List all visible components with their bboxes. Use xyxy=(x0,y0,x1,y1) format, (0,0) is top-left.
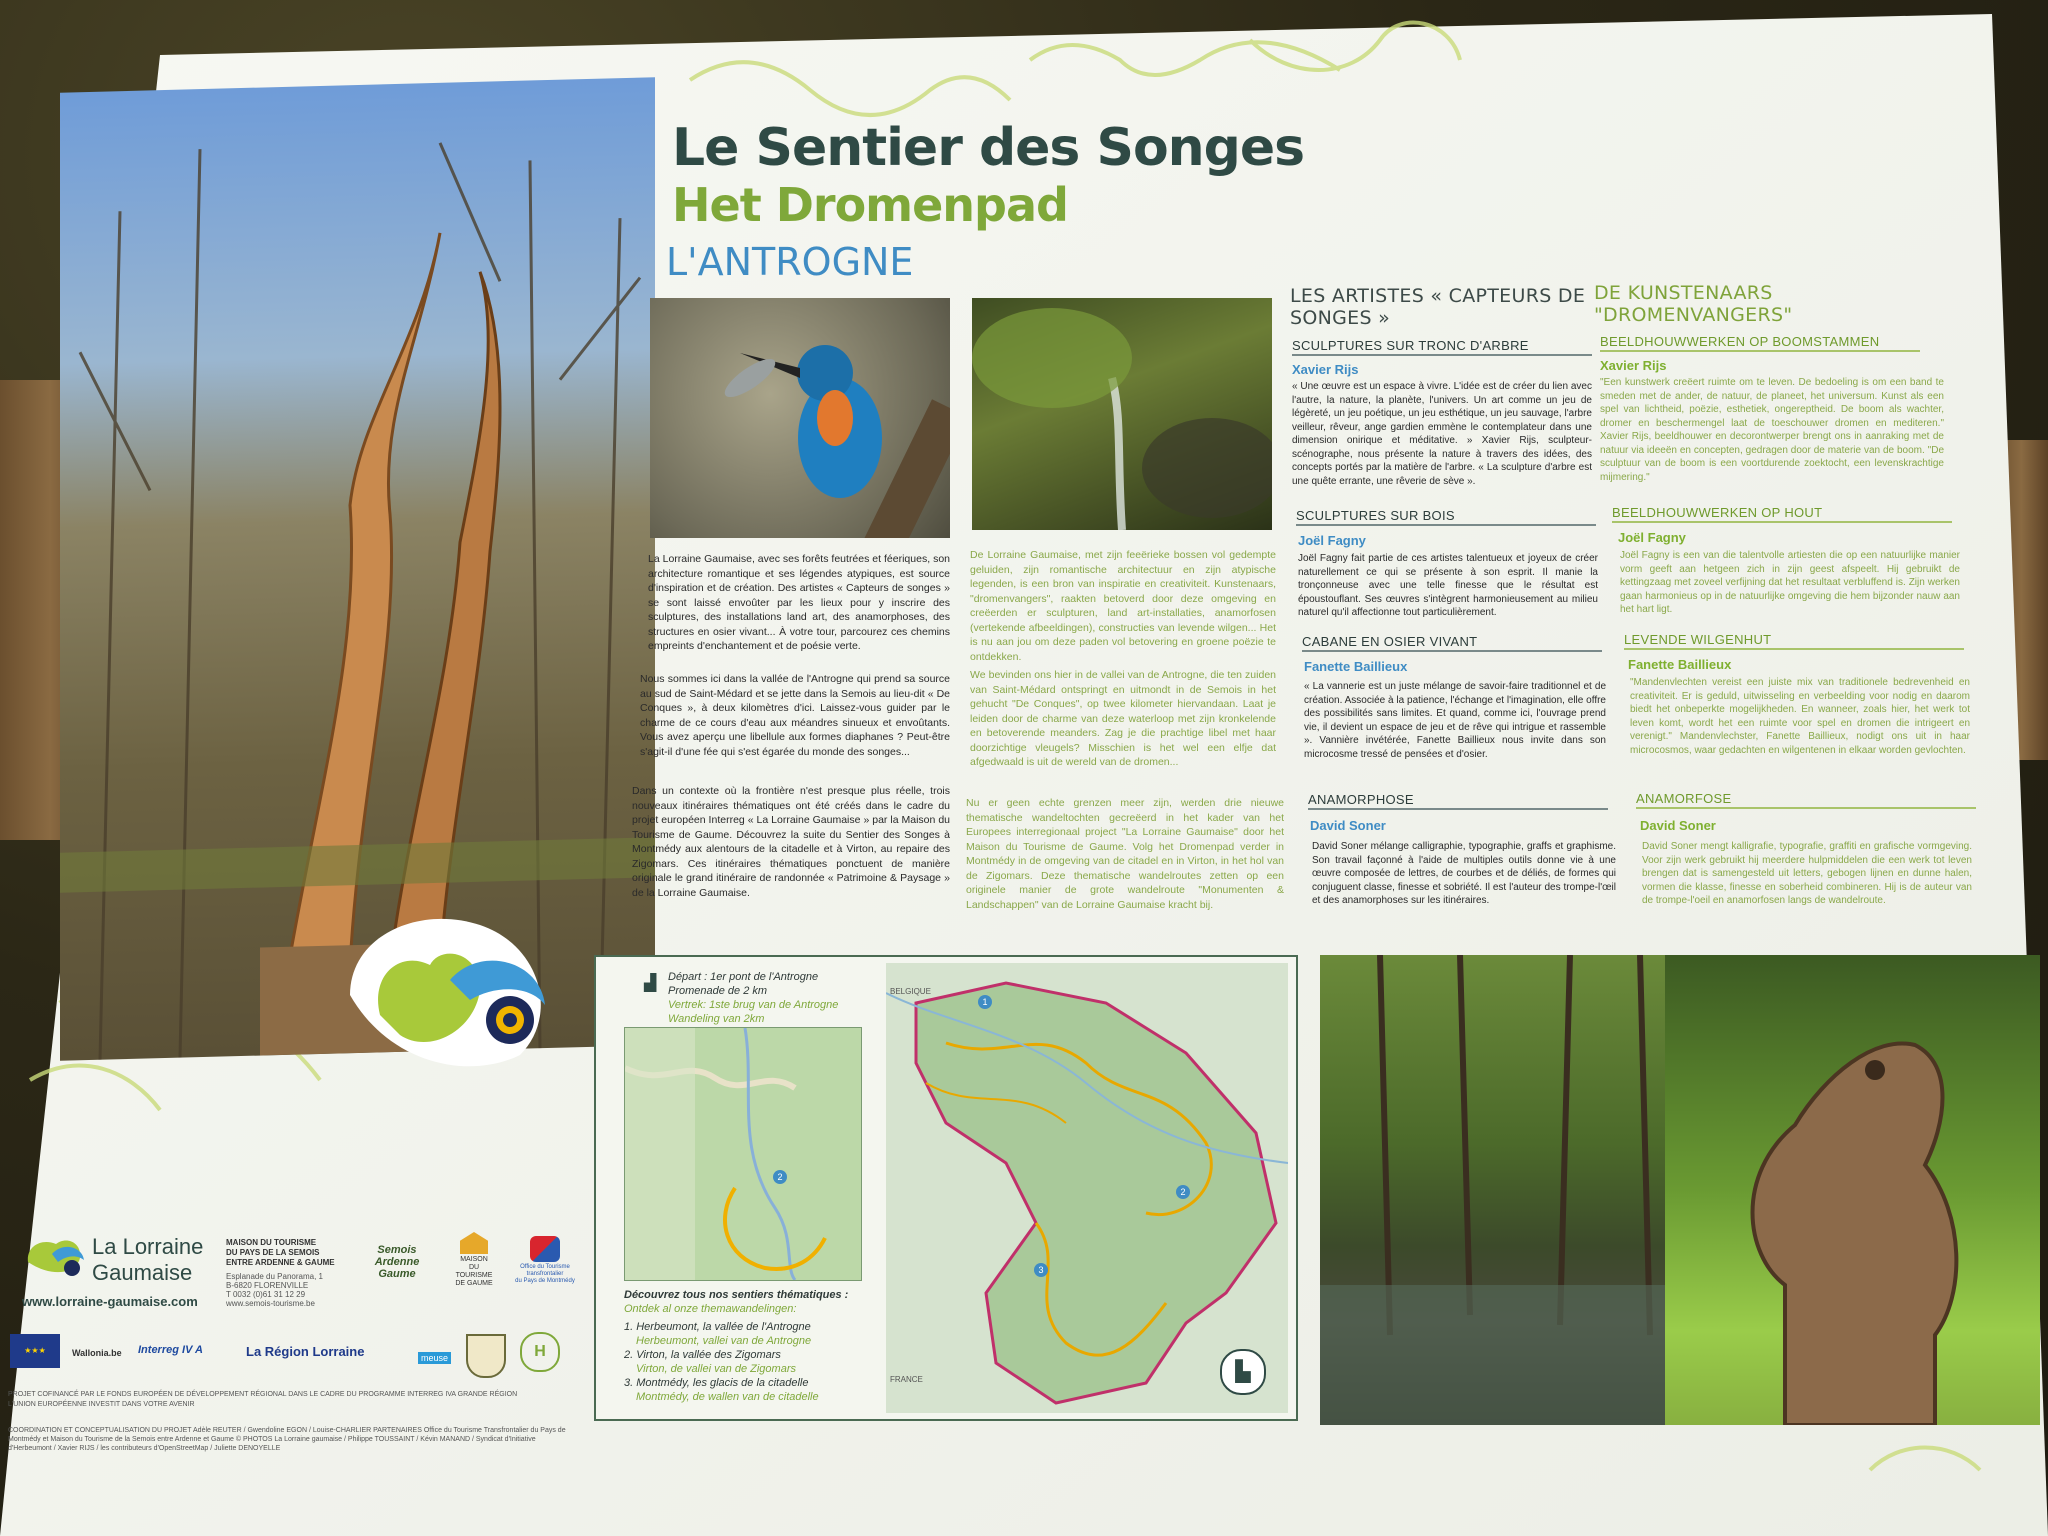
semois-logo xyxy=(360,1244,434,1280)
local-trail-map xyxy=(624,1027,862,1281)
maison-addr-3: T 0032 (0)61 31 12 29 xyxy=(226,1290,306,1299)
fr-section-2-artist: Joël Fagny xyxy=(1298,533,1366,548)
nl-section-4-artist: David Soner xyxy=(1640,818,1716,833)
map-depart-nl: Vertrek: 1ste brug van de Antrogne xyxy=(668,999,839,1011)
route-1-nl: Herbeumont, vallei van de Antrogne xyxy=(636,1335,812,1347)
sponsor-wallonia: Wallonia.be xyxy=(72,1348,122,1358)
intro-nl-paragraph-1: De Lorraine Gaumaise, met zijn feeërieke bossen vol gedempte geluiden, zijn romantische architectuur en zijn atypische legenden, is een bron van inspiratie en creativiteit. Kunstenaars, "dromenvangers", raakten betoverd door deze omgeving en creëerden er sculpturen, land art-installaties, anamorfosen (vertekende afbeeldingen), constructies van levende wilgen... Het is nu aan jou om deze paden vol betovering en groene poëzie te ontdekken. xyxy=(970,549,1276,663)
fr-section-3-artist: Fanette Baillieux xyxy=(1304,659,1408,674)
maison-gaume-logo xyxy=(446,1232,502,1288)
funding-line-2: L'UNION EUROPÉENNE INVESTIT DANS VOTRE AVENIR xyxy=(8,1401,195,1408)
fr-section-1-title: SCULPTURES SUR TRONC D'ARBRE xyxy=(1292,338,1592,356)
waterfall-photo xyxy=(972,298,1272,530)
semois-logo-line-2: Ardenne xyxy=(374,1256,420,1268)
maison-tourisme-title-3: ENTRE ARDENNE & GAUME xyxy=(226,1258,335,1267)
title-nl: Het Dromenpad xyxy=(672,178,1068,232)
office-line-1: Office du Tourisme xyxy=(520,1264,570,1270)
brand-line-2: Gaumaise xyxy=(92,1260,193,1285)
artists-nl-heading: DE KUNSTENAARS "DROMENVANGERS" xyxy=(1594,282,1793,326)
regional-map xyxy=(886,963,1288,1413)
local-map-marker: 2 xyxy=(773,1170,787,1184)
intro-fr-paragraph-2: Nous sommes ici dans la vallée de l'Antrogne qui prend sa source au sud de Saint-Médard et se jette dans la Semois au lieu-dit « De Conques », à deux kilomètres d'ici. Laissez-vous guider par le charme de ce cours d'eau aux méandres sinueux et envoûtants. Vous avez aperçu une libellule aux formes diaphanes ? Peut-être s'agit-il d'une fée qui s'est égarée du monde des songes... xyxy=(640,673,950,758)
office-tourisme-logo xyxy=(512,1236,578,1285)
fr-section-2-text: Joël Fagny fait partie de ces artistes talentueux et joyeux de créer naturellement ce qui se présente à son esprit. Il manie la tronçonneuse avec une telle finesse que le résultat est époustouflant. Ses œuvres s'intègrent harmonieusement au milieu naturel qu'il affectionne tout particulièrement. xyxy=(1298,553,1598,618)
maison-gaume-icon xyxy=(460,1232,488,1254)
map-promenade-nl: Wandeling van 2km xyxy=(668,1013,765,1025)
nl-section-3-text: "Mandenvlechten vereist een juiste mix van traditionele bedrevenheid en creativiteit. Er is geduld, uitwisseling en verbeelding voor nodig en daarom biedt het onbeperkte mogelijkheden. En wanneer, zoals hier, het werk tot leven komt, wordt het een ruimte voor spel en dromen die intrigeert en verenigt." Mandenvlechster, Fanette Baillieux, nodigt ons uit in haar microcosmos, waar gedachten en wilgentenen in elkaar worden gevlochten. xyxy=(1630,677,1970,756)
semois-logo-line-1: Semois xyxy=(377,1244,417,1256)
map-promenade-fr: Promenade de 2 km xyxy=(668,985,768,997)
nl-section-1-artist: Xavier Rijs xyxy=(1600,358,1667,373)
route-2-fr: 2. Virton, la vallée des Zigomars xyxy=(624,1349,781,1361)
h-logo-icon: H xyxy=(520,1332,560,1372)
route-2-nl: Virton, de vallei van de Zigomars xyxy=(636,1363,796,1375)
maison-gaume-line-3: TOURISME xyxy=(455,1272,493,1279)
nl-section-4-text: David Soner mengt kalligrafie, typografie, graffiti en grafische vormgeving. Voor zijn werk gebruikt hij meerdere hulpmiddelen die een werk tot leven brengen dat is samengesteld uit letters, gebogen lijnen en dunne halen, vormen die klasse, finesse en soberheid combineren. Hij is de auteur van de trompe-l'oeil en anamorfosen langs de wandelroute. xyxy=(1642,841,1972,906)
brand-line-1: La Lorraine xyxy=(92,1234,204,1259)
nl-section-1-text: "Een kunstwerk creëert ruimte om te leven. De bedoeling is om een band te smeden met de ander, de natuur, de planeet, het universum. Kunst als een spel van lichtheid, poëzie, esthetiek, ongerepthеid. De boom als wachter, dromer en beschermengel laat de toeschouwer dromen en mediteren." Xavier Rijs, beeldhouwer en decorontwerper brengt ons in aanraking met de natuur via ideeën en concepten, gedragen door de materie van de boom. "De sculptuur van de boom is een voortdurende zoektocht, een levenskrachtige mijmering." xyxy=(1600,377,1944,483)
map-marker-1: 1 xyxy=(978,995,992,1009)
hiker-icon: ▟ xyxy=(644,975,657,992)
office-line-3: du Pays de Montmédy xyxy=(515,1278,575,1284)
sponsor-interreg: Interreg IV A xyxy=(138,1344,203,1356)
route-1-fr: 1. Herbeumont, la vallée de l'Antrogne xyxy=(624,1321,811,1333)
location-title: L'ANTROGNE xyxy=(666,240,914,284)
website-link[interactable]: www.lorraine-gaumaise.com xyxy=(22,1294,198,1309)
nl-section-1-title: BEELDHOUWWERKEN OP BOOMSTAMMEN xyxy=(1600,334,1920,352)
fr-section-1-artist: Xavier Rijs xyxy=(1292,362,1359,377)
office-heart-icon xyxy=(530,1236,560,1262)
nl-section-3-title: LEVENDE WILGENHUT xyxy=(1624,632,1964,650)
intro-nl-paragraph-2: We bevinden ons hier in de vallei van de Antrogne, die ten zuiden van Saint-Médard ontspringt en uitmondt in de Semois in het gehucht "De Conques", op twee kilometer hiervandaan. Laat je leiden door de charme van deze waterloop met zijn kronkelende en betoverende meanders. Zag je die prachtige libel met haar doorzichtige vleugels? Misschien is het wel een elfje dat afgedwaald is uit de wereld van de dromen... xyxy=(970,669,1276,768)
eu-flag-icon: ★★★ xyxy=(10,1334,60,1368)
coat-of-arms-icon xyxy=(466,1334,506,1378)
sponsor-region-lorraine: La Région Lorraine xyxy=(246,1344,365,1359)
route-3-nl: Montmédy, de wallen van de citadelle xyxy=(636,1391,819,1403)
frog-sculpture-photo xyxy=(1665,955,2040,1425)
map-box xyxy=(594,955,1298,1421)
sponsor-meuse: meuse xyxy=(418,1352,451,1364)
map-depart-fr: Départ : 1er pont de l'Antrogne xyxy=(668,971,819,983)
fr-section-4-artist: David Soner xyxy=(1310,818,1386,833)
fr-section-4-title: ANAMORPHOSE xyxy=(1308,792,1608,810)
map-marker-3: 3 xyxy=(1034,1263,1048,1277)
artists-fr-heading: LES ARTISTES « CAPTEURS DE SONGES » xyxy=(1290,285,1586,329)
map-label-france: FRANCE xyxy=(890,1375,923,1384)
fr-section-4-text: David Soner mélange calligraphie, typographie, graffs et graphisme. Son travail façonné à l'aide de multiples outils donne vie à une œuvre composée de lettres, de courbes et de déliés, de formes qui conjuguent classe, finesse et sobriété. Il est l'auteur des trompe-l'œil et des anamorphoses sur les itinéraires. xyxy=(1312,841,1616,906)
funding-line-1: PROJET COFINANCÉ PAR LE FONDS EUROPÉEN DE DÉVELOPPEMENT RÉGIONAL DANS LE CADRE DU PROGRAMME INTERREG IVA GRANDE RÉGION xyxy=(8,1391,518,1398)
forest-stream-photo xyxy=(1320,955,1680,1425)
walking-shoe-icon: ▙ xyxy=(1220,1349,1266,1395)
map-label-belgique: BELGIQUE xyxy=(890,987,931,996)
maison-tourisme-title-1: MAISON DU TOURISME xyxy=(226,1238,317,1247)
semois-logo-line-3: Gaume xyxy=(378,1268,416,1280)
fr-section-2-title: SCULPTURES SUR BOIS xyxy=(1296,508,1596,526)
maison-gaume-line-1: MAISON xyxy=(460,1256,488,1263)
fr-section-3-title: CABANE EN OSIER VIVANT xyxy=(1302,634,1602,652)
credits-text: COORDINATION ET CONCEPTUALISATION DU PROJET Adèle REUTER / Gwendoline EGON / Louise-CHARLIER PARTENAIRES Office du Tourisme Transfrontalier du Pays de Montmédy et Maison du Tourisme de la Semois entre Ardenne et Gaume © PHOTOS La Lorraine gaumaise / Philippe TOUSSAINT / Kévin MANAND / Syndicat d'Initiative d'Herbeumont / Xavier RIJS / les contributeurs d'OpenStreetMap / Juliette DENOYELLE xyxy=(8,1427,566,1452)
discover-nl: Ontdek al onze themawandelingen: xyxy=(624,1303,797,1315)
intro-fr-paragraph-3: Dans un contexte où la frontière n'est presque plus réelle, trois nouveaux itinéraires thématiques ont été créés dans le cadre du projet européen Interreg « La Lorraine Gaumaise » par la Maison du Tourisme de Gaume. Découvrez la suite du Sentier des Songes à Montmédy aux alentours de la citadelle et à Virton, au repaire des Zigomars. Ces itinéraires thématiques ponctuent de manière originale le grand itinéraire de randonnée « Patrimoine & Paysage » de la Lorraine Gaumaise. xyxy=(632,785,950,899)
maison-tourisme-title-2: DU PAYS DE LA SEMOIS xyxy=(226,1248,320,1257)
nl-section-2-text: Joël Fagny is een van die talentvolle artiesten die op een natuurlijke manier vorm geeft aan hetgeen zich in zijn geest afspeelt. Hij gebruikt de kettingzaag met zoveel verfijning dat het resultaat verbluffend is. Zijn werken gaan harmonieus op in de natuurlijke omgeving die hem bijzonder nauw aan het hart ligt. xyxy=(1620,550,1960,615)
maison-addr-2: B-6820 FLORENVILLE xyxy=(226,1281,309,1290)
intro-nl-paragraph-3: Nu er geen echte grenzen meer zijn, werden drie nieuwe thematische wandeltochten gecreëerd in het kader van het Europees interregionaal project "La Lorraine Gaumaise" door het Maison du Tourisme de Gaume. Volg het Dromenpad verder in Montmédy in de omgeving van de citadel en in Virton, in het hol van de Zigomars. Deze thematische wandelroutes zetten op een originele manier de grote wandelroute "Monumenten & Landschappen" van de Lorraine Gaumaise kracht bij. xyxy=(966,797,1284,911)
maison-addr-4: www.semois-tourisme.be xyxy=(226,1299,315,1308)
fr-section-1-text: « Une œuvre est un espace à vivre. L'idée est de créer du lien avec l'autre, la nature, la planète, l'univers. Un art comme un jeu de légèreté, un jeu poétique, un jeu esthétique, un jeu sauvage, l'arbre veilleur, rêveur, ange gardien emmène le contemplateur dans une dimension onirique et méditative. » Xavier Rijs, sculpteur-scénographe, nous présente la nature à travers des idées, des concepts portés par la matière de l'arbre. « La sculpture d'arbre est une quête errante, une rêverie de sève ». xyxy=(1292,381,1592,487)
lorraine-logo-icon xyxy=(22,1232,88,1280)
maison-addr-1: Esplanade du Panorama, 1 xyxy=(226,1272,323,1281)
office-line-2: transfrontalier xyxy=(526,1271,564,1277)
discover-fr: Découvrez tous nos sentiers thématiques : xyxy=(624,1289,849,1301)
title-fr: Le Sentier des Songes xyxy=(672,118,1305,178)
nl-section-4-title: ANAMORFOSE xyxy=(1636,791,1976,809)
map-marker-2: 2 xyxy=(1176,1185,1190,1199)
route-3-fr: 3. Montmédy, les glacis de la citadelle xyxy=(624,1377,809,1389)
nl-section-2-title: BEELDHOUWWERKEN OP HOUT xyxy=(1612,505,1952,523)
nl-section-2-artist: Joël Fagny xyxy=(1618,530,1686,545)
maison-gaume-line-2: DU xyxy=(468,1264,480,1271)
kingfisher-photo xyxy=(650,298,950,538)
fr-section-3-text: « La vannerie est un juste mélange de savoir-faire traditionnel et de création. Associée à la patience, l'échange et l'imagination, elle offre des possibilités sans limites. Et quand, comme ici, l'ouvrage prend vie, il devient un espace de jeu et de rêve qui intrigue et rassemble ». Vannière invétérée, Fanette Baillieux nous invite dans son microcosme tressé de pensées et d'osier. xyxy=(1304,681,1606,760)
lorraine-gaumaise-emblem xyxy=(330,905,570,1070)
maison-gaume-line-4: DE GAUME xyxy=(455,1280,493,1287)
nl-section-3-artist: Fanette Baillieux xyxy=(1628,657,1732,672)
intro-fr-paragraph-1: La Lorraine Gaumaise, avec ses forêts feutrées et féeriques, son architecture romantique et ses légendes atypiques, est source d'inspiration et de création. Des artistes « Capteurs de songes » se sont laissé envoûter par les lieux pour y inscrire des sculptures, des installations land art, des anamorphoses, des structures en osier vivant... À votre tour, parcourez ces chemins empreints d'enchantement et de poésie verte. xyxy=(648,553,950,652)
